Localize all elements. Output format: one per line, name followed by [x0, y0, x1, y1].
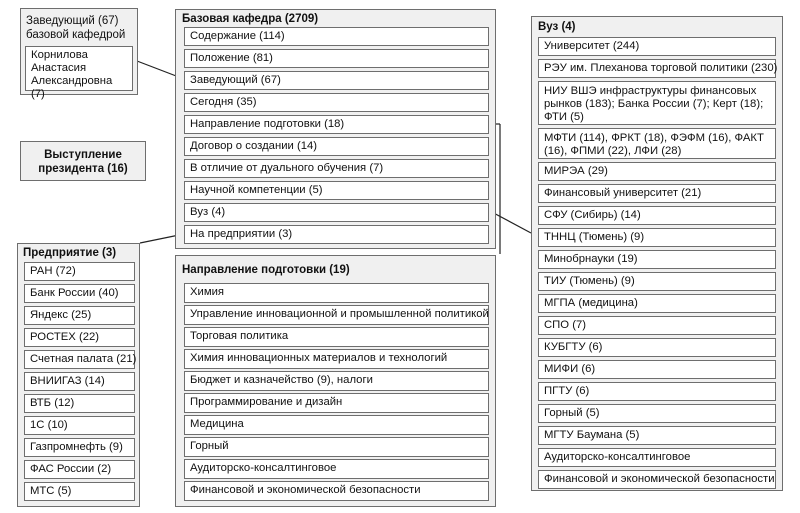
base-item-university: Вуз (4) — [184, 203, 489, 222]
uni-item-mining: Горный (5) — [538, 404, 776, 423]
direction-item-audit: Аудиторско-консалтинговое — [184, 459, 489, 479]
uni-item-tnnc: ТННЦ (Тюмень) (9) — [538, 228, 776, 247]
uni-item-sfu: СФУ (Сибирь) (14) — [538, 206, 776, 225]
base-item-regulation: Положение (81) — [184, 49, 489, 68]
base-item-enterprise: На предприятии (3) — [184, 225, 489, 244]
uni-item-security: Финансовой и экономической безопасности — [538, 470, 776, 489]
enterprise-item-gazpromneft: Газпромнефть (9) — [24, 438, 135, 457]
university-title: Вуз (4) — [538, 21, 576, 33]
university-panel — [531, 16, 783, 491]
uni-item-pgtu: ПГТУ (6) — [538, 382, 776, 401]
president-speech-box — [20, 141, 146, 181]
training-direction-title: Направление подготовки (19) — [182, 264, 350, 276]
enterprise-item-vniigaz: ВНИИГАЗ (14) — [24, 372, 135, 391]
base-item-today: Сегодня (35) — [184, 93, 489, 112]
direction-item-medicine: Медицина — [184, 415, 489, 435]
head-person-line3: Александровна (7) — [31, 75, 113, 100]
direction-item-innovative-materials: Химия инновационных материалов и технологий — [184, 349, 489, 369]
speech-line1: Выступление — [44, 149, 122, 161]
base-item-manager: Заведующий (67) — [184, 71, 489, 90]
uni-item-hse: НИУ ВШЭ инфраструктуры финансовых рынков (183); Банка России (7); Керт (18); ФТИ (5) — [538, 81, 776, 125]
base-department-title: Базовая кафедра (2709) — [182, 13, 319, 25]
uni-item-reu-plekhanov: РЭУ им. Плеханова торговой политики (230) — [538, 59, 776, 78]
enterprise-item-vtb: ВТБ (12) — [24, 394, 135, 413]
enterprise-item-fas: ФАС России (2) — [24, 460, 135, 479]
uni-item-mipt: МФТИ (114), ФРКТ (18), ФЭФМ (16), ФАКТ (16), ФПМИ (22), ЛФИ (28) — [538, 128, 776, 159]
enterprise-item-1c: 1С (10) — [24, 416, 135, 435]
head-person-box — [25, 46, 133, 100]
direction-item-mining: Горный — [184, 437, 489, 457]
enterprise-title: Предприятие (3) — [23, 247, 117, 259]
uni-item-tiu: ТИУ (Тюмень) (9) — [538, 272, 776, 291]
direction-item-programming: Программирование и дизайн — [184, 393, 489, 413]
uni-item-minobrnauki: Минобрнауки (19) — [538, 250, 776, 269]
uni-item-audit: Аудиторско-консалтинговое — [538, 448, 776, 467]
uni-item-mgpa: МГПА (медицина) — [538, 294, 776, 313]
direction-item-budget: Бюджет и казначейство (9), налоги — [184, 371, 489, 391]
head-title-line1: Заведующий (67) — [26, 15, 119, 27]
direction-item-chemistry: Химия — [184, 283, 489, 303]
enterprise-item-ran: РАН (72) — [24, 262, 135, 281]
enterprise-panel — [17, 243, 140, 507]
speech-line2: президента (16) — [38, 163, 128, 175]
uni-item-university: Университет (244) — [538, 37, 776, 56]
direction-item-innovation-policy: Управление инновационной и промышленной политикой — [184, 305, 489, 325]
direction-item-security: Финансовой и экономической безопасности — [184, 481, 489, 501]
uni-item-bauman: МГТУ Баумана (5) — [538, 426, 776, 445]
direction-item-trade-policy: Торговая политика — [184, 327, 489, 347]
department-head-box — [20, 8, 138, 100]
enterprise-item-bank-of-russia: Банк России (40) — [24, 284, 135, 303]
enterprise-item-rostec: РОСТЕХ (22) — [24, 328, 135, 347]
uni-item-kubgtu: КУБГТУ (6) — [538, 338, 776, 357]
base-department-panel — [175, 9, 496, 249]
base-item-content: Содержание (114) — [184, 27, 489, 46]
head-title-line2: базовой кафедрой — [26, 29, 126, 41]
head-person-line2: Анастасия — [31, 62, 87, 74]
base-item-training-direction: Направление подготовки (18) — [184, 115, 489, 134]
enterprise-item-mts: МТС (5) — [24, 482, 135, 501]
base-item-creation-agreement: Договор о создании (14) — [184, 137, 489, 156]
training-direction-panel — [175, 255, 496, 507]
uni-item-spo: СПО (7) — [538, 316, 776, 335]
uni-item-mifi: МИФИ (6) — [538, 360, 776, 379]
enterprise-item-yandex: Яндекс (25) — [24, 306, 135, 325]
base-item-dual-training: В отличие от дуального обучения (7) — [184, 159, 489, 178]
enterprise-item-accounts-chamber: Счетная палата (21) — [24, 350, 135, 369]
head-person-line1: Корнилова — [31, 49, 88, 61]
base-item-competence: Научной компетенции (5) — [184, 181, 489, 200]
uni-item-mirea: МИРЭА (29) — [538, 162, 776, 181]
uni-item-financial-university: Финансовый университет (21) — [538, 184, 776, 203]
